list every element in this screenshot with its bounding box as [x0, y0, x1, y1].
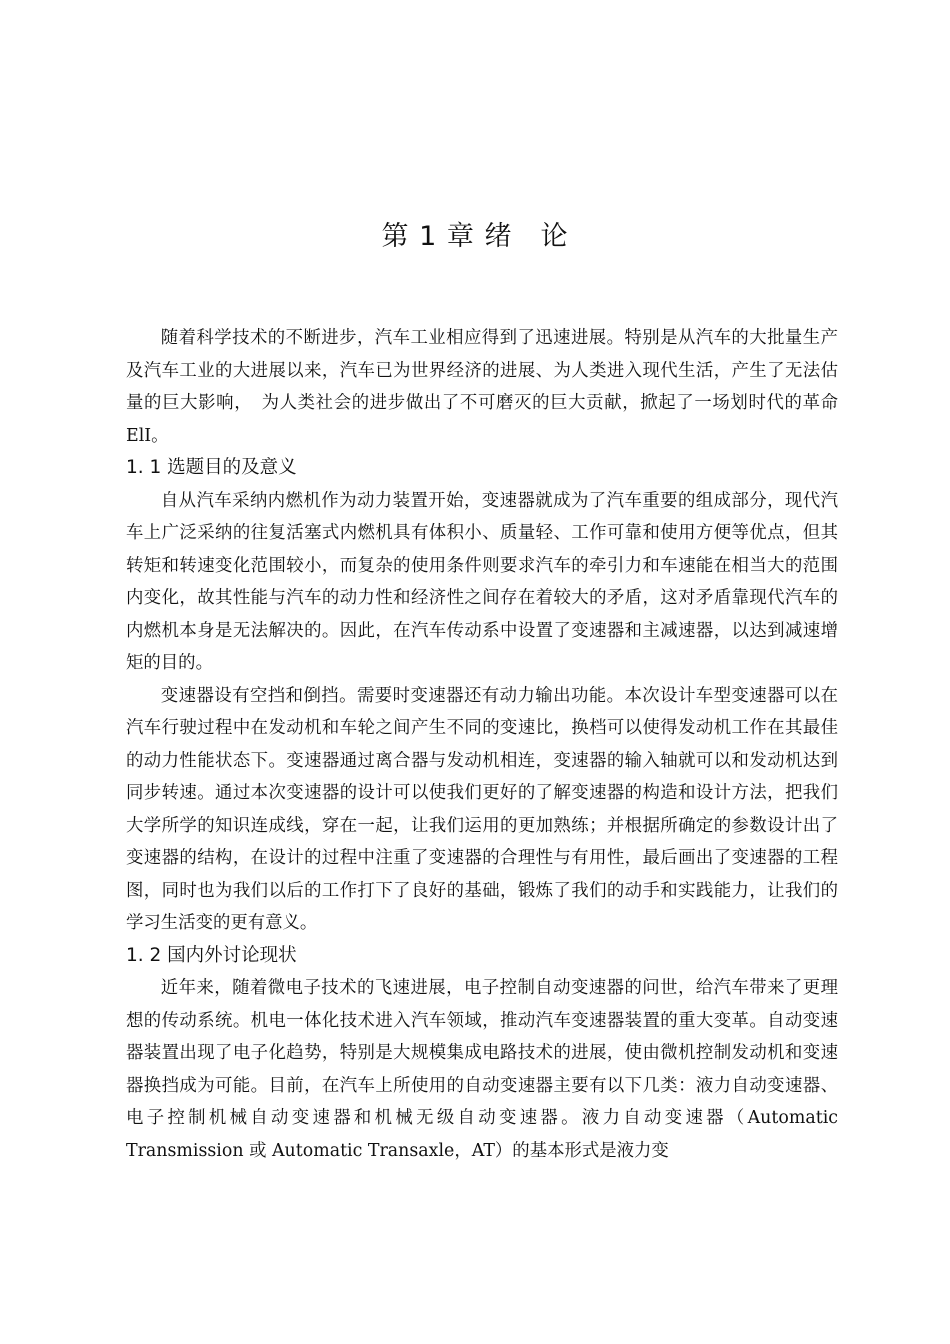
- body-paragraph: 自从汽车采纳内燃机作为动力装置开始，变速器就成为了汽车重要的组成部分，现代汽车上广泛采纳的往复活塞式内燃机具有体积小、质量轻、工作可靠和使用方便等优点，但其转矩和转速变化范围较小，而复杂的使用条件则要求汽车的牵引力和车速能在相当大的范围内变化，故其性能与汽车的动力性和经济性之间存在着较大的矛盾，这对矛盾靠现代汽车的内燃机本身是无法解决的。因此，在汽车传动系中设置了变速器和主减速器，以达到减速增矩的目的。: [126, 490, 838, 673]
- document-body: [126, 322, 838, 1167]
- intro-paragraph: 随着科学技术的不断进步，汽车工业相应得到了迅速进展。特别是从汽车的大批量生产及汽车工业的大进展以来，汽车已为世界经济的进展、为人类进入现代生活，产生了无法估量的巨大影响， 为人类社会的进步做出了不可磨灭的巨大贡献，掀起了一场划时代的革命 ElI。: [126, 328, 838, 446]
- chapter-title: 第 1 章 绪 论: [381, 221, 569, 252]
- section-heading-purpose: 1. 1 选题目的及意义: [126, 457, 297, 478]
- body-paragraph: 变速器设有空挡和倒挡。需要时变速器还有动力输出功能。本次设计车型变速器可以在汽车行驶过程中在发动机和车轮之间产生不同的变速比，换档可以使得发动机工作在其最佳的动力性能状态下。变速器通过离合器与发动机相连，变速器的输入轴就可以和发动机达到同步转速。通过本次变速器的设计可以使我们更好的了解变速器的构造和设计方法，把我们大学所学的知识连成线，穿在一起，让我们运用的更加熟练；并根据所确定的参数设计出了变速器的结构，在设计的过程中注重了变速器的合理性与有用性，最后画出了变速器的工程图，同时也为我们以后的工作打下了良好的基础，锻炼了我们的动手和实践能力，让我们的学习生活变的更有意义。: [126, 685, 838, 933]
- body-paragraph: 近年来，随着微电子技术的飞速进展，电子控制自动变速器的问世，给汽车带来了更理想的传动系统。机电一体化技术进入汽车领域，推动汽车变速器装置的重大变革。自动变速器装置出现了电子化趋势，特别是大规模集成电路技术的进展，使由微机控制发动机和变速器换挡成为可能。目前，在汽车上所使用的自动变速器主要有以下几类：液力自动变速器、电子控制机械自动变速器和机械无级自动变速器。液力自动变速器（Automatic Transmission 或 Automatic Transaxle，AT）的基本形式是液力变: [126, 978, 838, 1161]
- section-heading-research-status: 1. 2 国内外讨论现状: [126, 944, 297, 966]
